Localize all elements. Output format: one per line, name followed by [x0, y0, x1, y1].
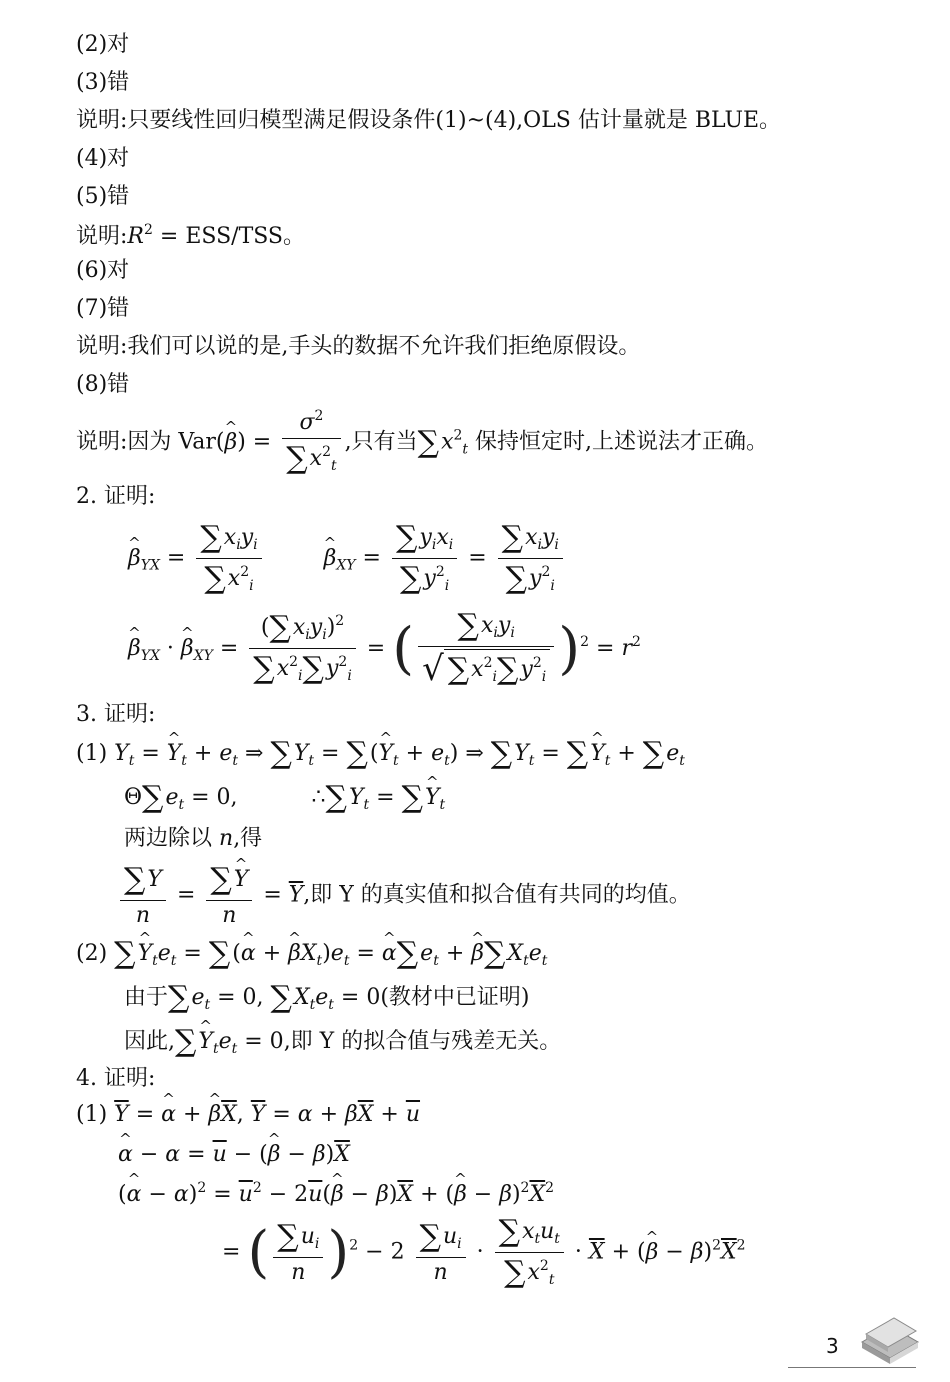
page-number: 3	[826, 1334, 839, 1358]
note-5-label: 说明:	[76, 224, 128, 249]
item-8: (8)错	[76, 372, 130, 397]
proof-2-line-2: ^ $\beta_{YX}$ · ^ $\beta_{XY}$ = $\frac{(\sum x_iy_i)^2}{\sum x^2_i\sum y^2_i}$ = ( $\frac{\sum x_iy_i}{√ \sum x^2_i\sum y^2_i}$ )$^2 = r^2$	[128, 608, 641, 690]
proof-3-line-1: (1) $Y_t$ = ^ $Y_t + e_t$ ⇒ $\sum Y_t$ = ∑(^ $Y_t + e_t$) ⇒ $\sum Y_t$ = ∑^ $Y_t + \sum e_t$	[76, 736, 685, 772]
heading-3: 3. 证明:	[76, 702, 156, 727]
heading-2: 2. 证明:	[76, 484, 156, 509]
variance-fraction: $\frac{\sigma^2}{\sum x^2_t}$	[282, 408, 340, 477]
heading-4: 4. 证明:	[76, 1066, 156, 1091]
note-5-formula: = ESS/TSS。	[159, 224, 306, 249]
note-8-b: ) =	[237, 429, 272, 455]
note-8: 说明:因为 Var(^ β) = $\frac{\sigma^2}{\sum x^2_t}$ ,只有当$\sum x^2_t$ 保持恒定时,上述说法才正确。	[76, 408, 768, 477]
proof-4-line-1: (1) $\overline{Y}$ = ^ α + ^ $\beta\overline{X}$, $\overline{Y} = \alpha + \beta\overline{X} + \overline{u}$	[76, 1102, 420, 1128]
proof-4-line-3: (^ $\alpha - \alpha)^2 = \overline{u}^2$ − $2\overline{u}(\^{}$ $\beta - \beta)\overline{X}$ + (^ $\beta - \beta)^2\overline{X}^2$	[118, 1180, 554, 1208]
note-8-a: 说明:因为 Var(	[76, 429, 225, 455]
proof-3-line-5: (2) ∑^ $Y_te_t$ = ∑(^ α + ^ $\beta X_t)e_t$ = ^ $\alpha\sum e_t$ + ^ $\beta\sum X_te_t$	[76, 936, 547, 972]
footer-rule	[788, 1367, 916, 1368]
proof-2-line-1: ^ $\beta_{YX}$ = $\frac{\sum x_iy_i}{\sum x^2_i}$ ^ $\beta_{XY}$ = $\frac{\sum y_ix_i}{\sum y^2_i}$ = $\frac{\sum x_iy_i}{\sum y^2_i}$	[128, 520, 567, 597]
item-2: (2)对	[76, 32, 130, 57]
proof-3-line-7: 因此,∑^ $Y_te_t = 0$,即 Y 的拟合值与残差无关。	[124, 1024, 561, 1060]
item-5: (5)错	[76, 184, 130, 209]
note-8-c: ,只有当	[344, 429, 418, 455]
proof-3-line-3: 两边除以 n,得	[124, 826, 263, 851]
note-3: 说明:只要线性回归模型满足假设条件(1)~(4),OLS 估计量就是 BLUE。	[76, 108, 782, 133]
item-4: (4)对	[76, 146, 130, 171]
proof-4-line-2: ^ $\alpha - \alpha = \overline{u}$ − (^ $\beta - \beta)\overline{X}$	[118, 1142, 350, 1168]
proof-4-line-4: = ( $\frac{\sum u_i}{n}$ )$^2$ − 2 $\frac{\sum u_i}{n}$ · $\frac{\sum x_tu_t}{\sum x^2_t}$ · $\overline{X}$ + (^ $\beta - \beta)^2\overline{X}^2$	[222, 1214, 746, 1291]
stacked-books-icon	[856, 1312, 922, 1374]
item-7: (7)错	[76, 296, 130, 321]
proof-3-line-4: $\frac{\sum Y}{n}$ = $\frac{\sum\^{} Y}{n}$ = $\overline{Y}$,即 Y 的真实值和拟合值有共同的均值。	[116, 862, 691, 929]
proof-3-line-2: $\Theta\sum e_t = 0$, $\therefore\sum Y_t$ = ∑^ $Y_t$	[124, 780, 445, 816]
item-6: (6)对	[76, 258, 130, 283]
item-3: (3)错	[76, 70, 130, 95]
note-5: 说明$:R^2 = ESS/TSS$。	[76, 222, 306, 249]
note-7: 说明:我们可以说的是,手头的数据不允许我们拒绝原假设。	[76, 334, 641, 359]
note-8-d: 保持恒定时,上述说法才正确。	[475, 429, 769, 455]
proof-3-line-6: 由于$\sum e_t = 0$, $\sum X_te_t = 0$(教材中已证明)	[124, 980, 530, 1015]
